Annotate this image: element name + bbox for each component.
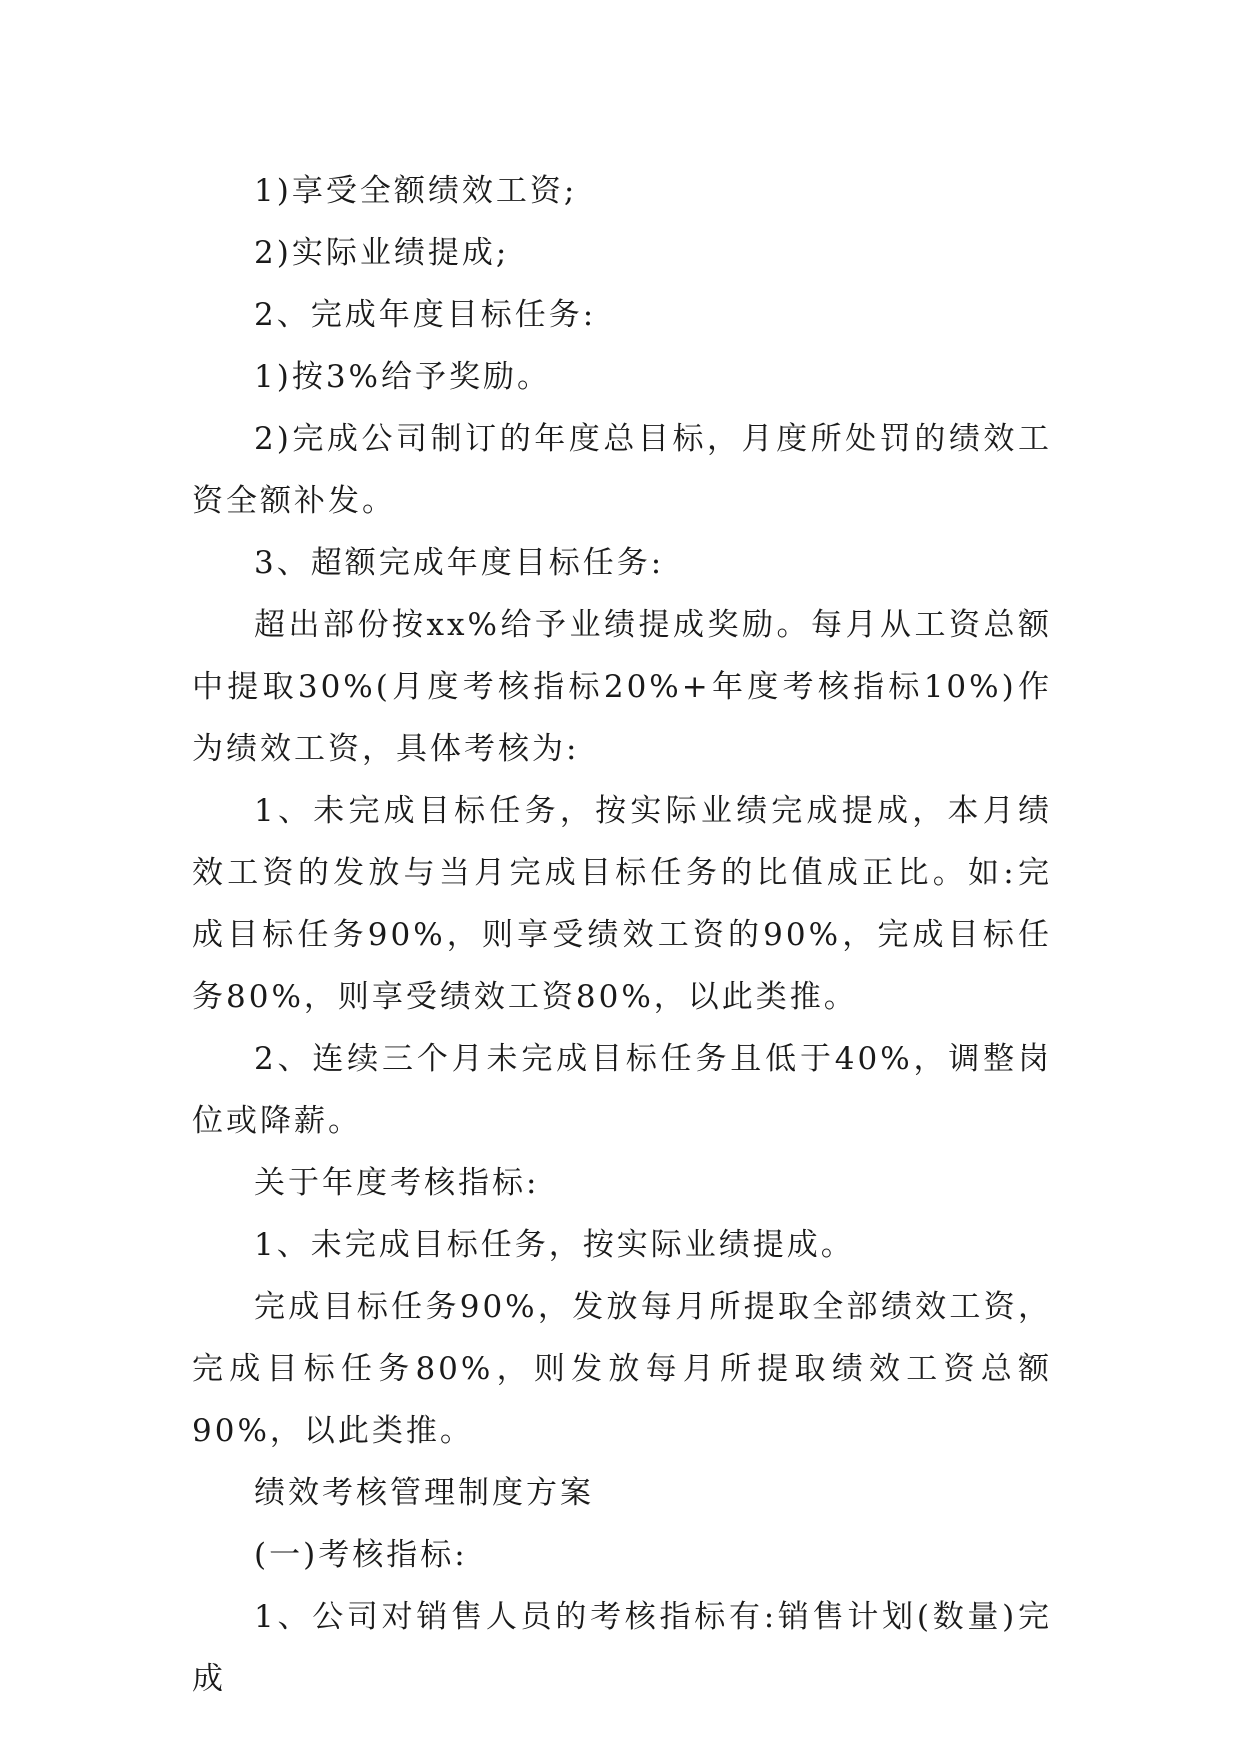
paragraph-12: 完成目标任务90%，发放每月所提取全部绩效工资，完成目标任务80%，则发放每月所提取绩效工资总额90%，以此类推。 [192,1289,1052,1449]
paragraph-1: 1)享受全额绩效工资; [254,173,578,209]
paragraph-9: 2、连续三个月未完成目标任务且低于40%，调整岗位或降薪。 [192,1041,1052,1139]
paragraph-10: 关于年度考核指标: [254,1165,540,1201]
paragraph-3: 2、完成年度目标任务: [254,297,597,333]
paragraph-6: 3、超额完成年度目标任务: [254,545,665,581]
paragraph-8: 1、未完成目标任务，按实际业绩完成提成，本月绩效工资的发放与当月完成目标任务的比值成正比。如:完成目标任务90%，则享受绩效工资的90%，完成目标任务80%，则享受绩效工资80%，以此类推。 [192,793,1052,1015]
paragraph-7: 超出部份按xx%给予业绩提成奖励。每月从工资总额中提取30%(月度考核指标20%+年度考核指标10%)作为绩效工资，具体考核为: [192,607,1052,767]
paragraph-14: (一)考核指标: [254,1537,468,1573]
paragraph-2: 2)实际业绩提成; [254,235,510,271]
paragraph-13: 绩效考核管理制度方案 [254,1475,594,1511]
paragraph-5: 2)完成公司制订的年度总目标，月度所处罚的绩效工资全额补发。 [192,421,1052,519]
paragraph-4: 1)按3%给予奖励。 [254,359,551,395]
document-body [192,160,1052,1710]
paragraph-15: 1、公司对销售人员的考核指标有:销售计划(数量)完成 [192,1599,1052,1697]
paragraph-11: 1、未完成目标任务，按实际业绩提成。 [254,1227,855,1263]
